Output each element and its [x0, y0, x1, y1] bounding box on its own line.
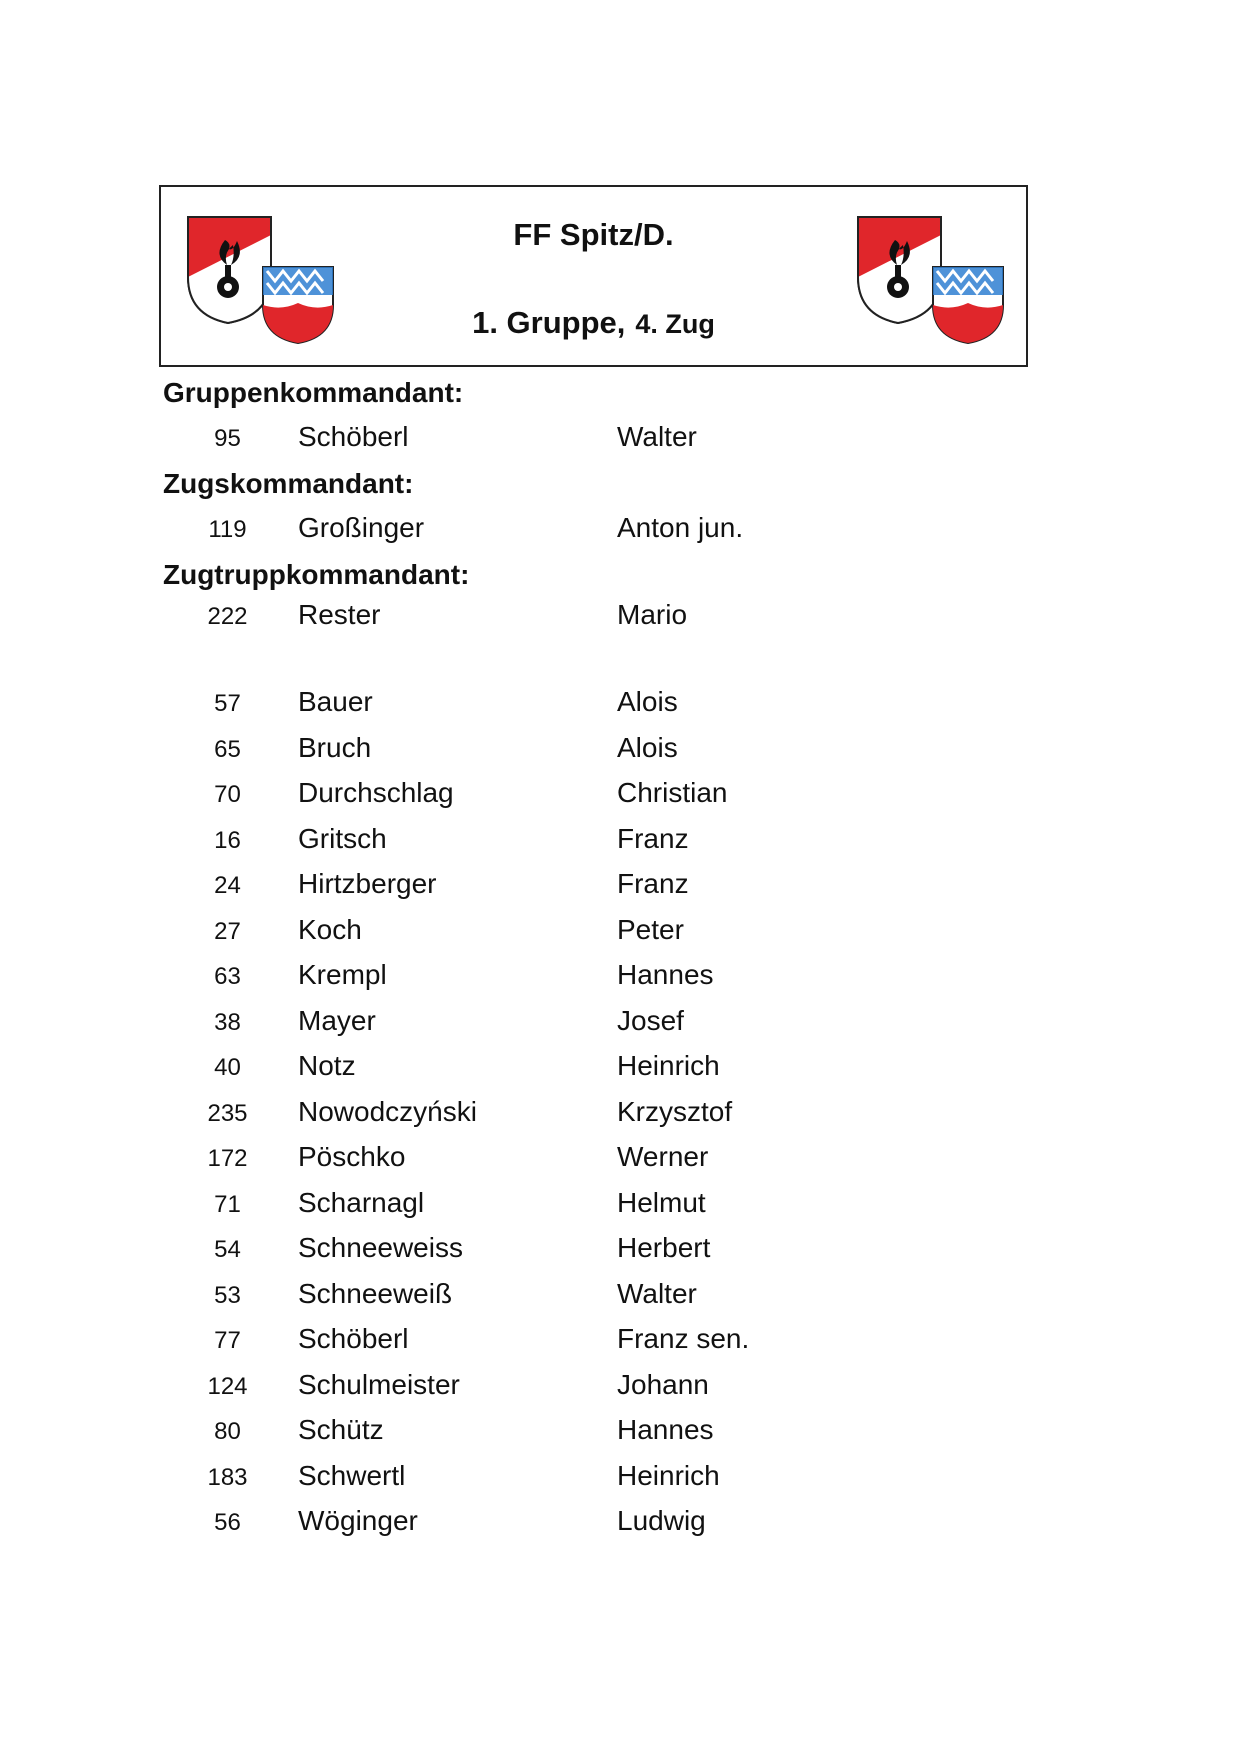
role-heading: Zugskommandant: [163, 468, 414, 499]
last-name: Gritsch [298, 823, 387, 854]
member-row [0, 686, 1240, 726]
last-name: Bruch [298, 732, 372, 763]
member-number: 95 [214, 425, 241, 452]
member-row [0, 732, 1240, 772]
last-name: Schulmeister [298, 1369, 460, 1400]
first-name: Franz [617, 868, 689, 899]
first-name: Krzysztof [617, 1096, 733, 1127]
member-number: 172 [207, 1145, 248, 1172]
member-number: 65 [214, 736, 241, 763]
member-row [0, 1232, 1240, 1272]
leader-row [0, 421, 1240, 461]
member-number: 40 [214, 1054, 241, 1081]
member-row [0, 1141, 1240, 1181]
last-name: Schöberl [298, 421, 409, 452]
member-row [0, 1005, 1240, 1045]
first-name: Heinrich [617, 1460, 720, 1491]
member-number: 27 [214, 918, 241, 945]
member-number: 183 [207, 1464, 248, 1491]
first-name: Christian [617, 777, 728, 808]
member-number: 235 [207, 1100, 248, 1127]
platoon-label: 4. Zug [635, 309, 715, 339]
last-name: Rester [298, 599, 381, 630]
first-name: Ludwig [617, 1505, 706, 1536]
first-name: Herbert [617, 1232, 711, 1263]
member-row [0, 1460, 1240, 1500]
first-name: Hannes [617, 1414, 714, 1445]
last-name: Mayer [298, 1005, 376, 1036]
member-row [0, 1369, 1240, 1409]
member-number: 54 [214, 1236, 241, 1263]
member-row [0, 959, 1240, 999]
member-number: 119 [208, 516, 247, 543]
member-row [0, 1414, 1240, 1454]
page-title: FF Spitz/D. [513, 217, 674, 252]
last-name: Schwertl [298, 1460, 406, 1491]
member-row [0, 1096, 1240, 1136]
first-name: Alois [617, 732, 678, 763]
member-row [0, 823, 1240, 863]
first-name: Walter [617, 1278, 697, 1309]
member-row [0, 914, 1240, 954]
role-heading: Gruppenkommandant: [163, 377, 464, 408]
last-name: Hirtzberger [298, 868, 437, 899]
first-name: Walter [617, 421, 697, 452]
first-name: Hannes [617, 959, 714, 990]
first-name: Johann [617, 1369, 709, 1400]
first-name: Franz sen. [617, 1323, 750, 1354]
last-name: Schöberl [298, 1323, 409, 1354]
member-row [0, 1278, 1240, 1318]
member-number: 77 [214, 1327, 241, 1354]
last-name: Koch [298, 914, 362, 945]
last-name: Pöschko [298, 1141, 406, 1172]
member-row [0, 868, 1240, 908]
member-number: 57 [214, 690, 241, 717]
last-name: Notz [298, 1050, 356, 1081]
first-name: Alois [617, 686, 678, 717]
last-name: Scharnagl [298, 1187, 425, 1218]
member-number: 53 [214, 1282, 241, 1309]
member-number: 38 [214, 1009, 241, 1036]
role-heading: Zugtruppkommandant: [163, 559, 470, 590]
member-row [0, 1505, 1240, 1545]
member-row [0, 1050, 1240, 1090]
last-name: Durchschlag [298, 777, 454, 808]
group-label: 1. Gruppe, [472, 305, 626, 340]
leader-row [0, 512, 1240, 552]
first-name: Franz [617, 823, 689, 854]
member-number: 16 [214, 827, 241, 854]
first-name: Werner [617, 1141, 709, 1172]
first-name: Anton jun. [617, 512, 744, 543]
last-name: Wöginger [298, 1505, 418, 1536]
first-name: Peter [617, 914, 684, 945]
member-number: 63 [214, 963, 241, 990]
last-name: Bauer [298, 686, 373, 717]
member-number: 80 [214, 1418, 241, 1445]
first-name: Helmut [617, 1187, 706, 1218]
member-row [0, 1323, 1240, 1363]
first-name: Josef [617, 1005, 684, 1036]
last-name: Schneeweiss [298, 1232, 463, 1263]
last-name: Nowodczyński [298, 1096, 477, 1127]
member-number: 222 [207, 603, 248, 630]
member-row [0, 777, 1240, 817]
member-number: 71 [214, 1191, 241, 1218]
first-name: Mario [617, 599, 688, 630]
first-name: Heinrich [617, 1050, 720, 1081]
last-name: Großinger [298, 512, 425, 543]
header-box [159, 185, 1028, 367]
member-number: 24 [214, 872, 241, 899]
leader-row [0, 599, 1240, 639]
last-name: Krempl [298, 959, 387, 990]
member-number: 124 [207, 1373, 248, 1400]
member-row [0, 1187, 1240, 1227]
member-number: 70 [214, 781, 241, 808]
last-name: Schneeweiß [298, 1278, 453, 1309]
fire-brigade-crest-icon [853, 215, 1008, 345]
member-number: 56 [214, 1509, 241, 1536]
last-name: Schütz [298, 1414, 384, 1445]
